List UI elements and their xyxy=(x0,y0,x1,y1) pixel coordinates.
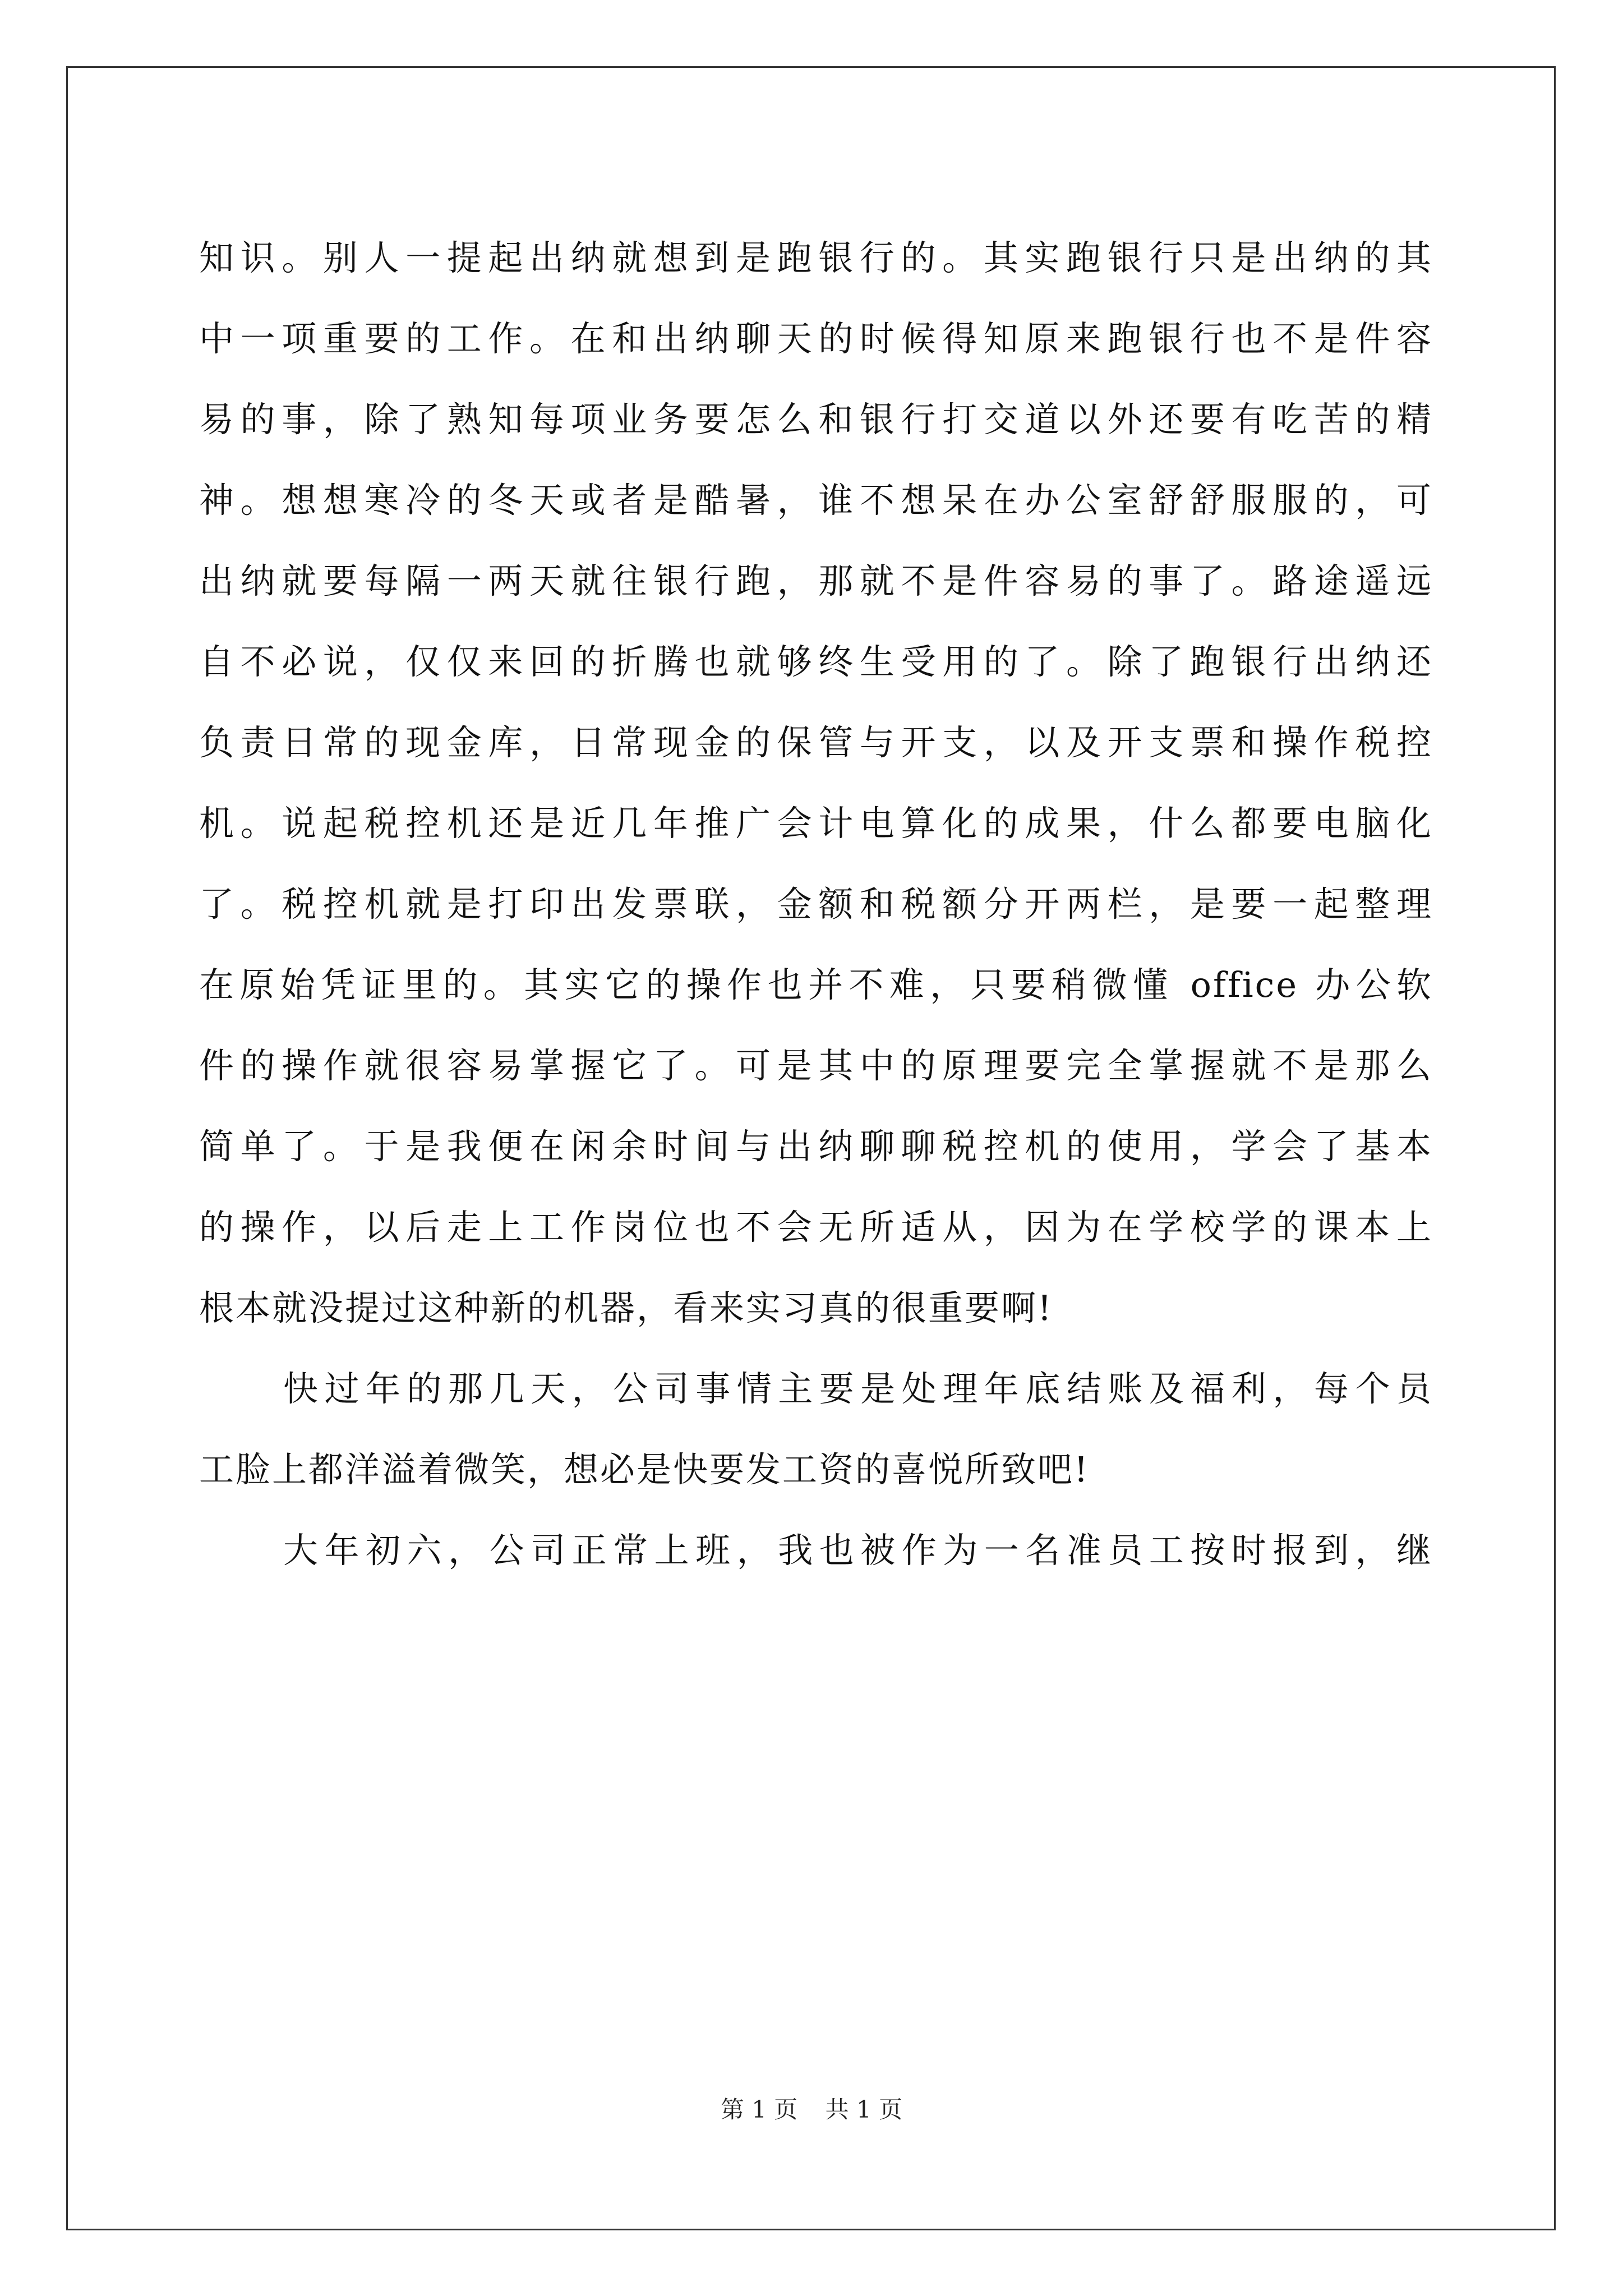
page-number: 第 1 页 xyxy=(720,2096,798,2123)
text-line: 根本就没提过这种新的机器，看来实习真的很重要啊! xyxy=(199,1287,1053,1328)
text-line: 知识。别人一提起出纳就想到是跑银行的。其实跑银行只是出纳的其 xyxy=(199,237,1433,278)
text-line: 机。说起税控机还是近几年推广会计电算化的成果，什么都要电脑化 xyxy=(199,803,1433,844)
text-line: 中一项重要的工作。在和出纳聊天的时候得知原来跑银行也不是件容 xyxy=(199,318,1433,359)
text-line: 件的操作就很容易掌握它了。可是其中的原理要完全掌握就不是那么 xyxy=(199,1045,1433,1086)
text-line: 了。税控机就是打印出发票联，金额和税额分开两栏，是要一起整理 xyxy=(199,884,1433,924)
paragraph-first-line: 快过年的那几天，公司事情主要是处理年底结账及福利，每个员 xyxy=(283,1368,1433,1409)
text-line: 负责日常的现金库，日常现金的保管与开支，以及开支票和操作税控 xyxy=(199,722,1433,763)
page-total: 共 1 页 xyxy=(825,2096,903,2123)
text-line: 出纳就要每隔一两天就往银行跑，那就不是件容易的事了。路途遥远 xyxy=(199,560,1433,601)
paragraph-first-line: 大年初六，公司正常上班，我也被作为一名准员工按时报到，继 xyxy=(283,1530,1433,1571)
document-body xyxy=(199,218,1433,1591)
text-line: 易的事，除了熟知每项业务要怎么和银行打交道以外还要有吃苦的精 xyxy=(199,399,1433,440)
text-line: 在原始凭证里的。其实它的操作也并不难，只要稍微懂 office 办公软 xyxy=(199,964,1433,1005)
page-footer xyxy=(0,2091,1623,2125)
text-line: 神。想想寒冷的冬天或者是酷暑，谁不想呆在办公室舒舒服服的，可 xyxy=(199,480,1433,521)
text-line: 的操作，以后走上工作岗位也不会无所适从，因为在学校学的课本上 xyxy=(199,1207,1433,1248)
text-line: 简单了。于是我便在闲余时间与出纳聊聊税控机的使用，学会了基本 xyxy=(199,1126,1433,1167)
text-line: 自不必说，仅仅来回的折腾也就够终生受用的了。除了跑银行出纳还 xyxy=(199,641,1433,682)
text-line: 工脸上都洋溢着微笑，想必是快要发工资的喜悦所致吧! xyxy=(199,1449,1090,1490)
